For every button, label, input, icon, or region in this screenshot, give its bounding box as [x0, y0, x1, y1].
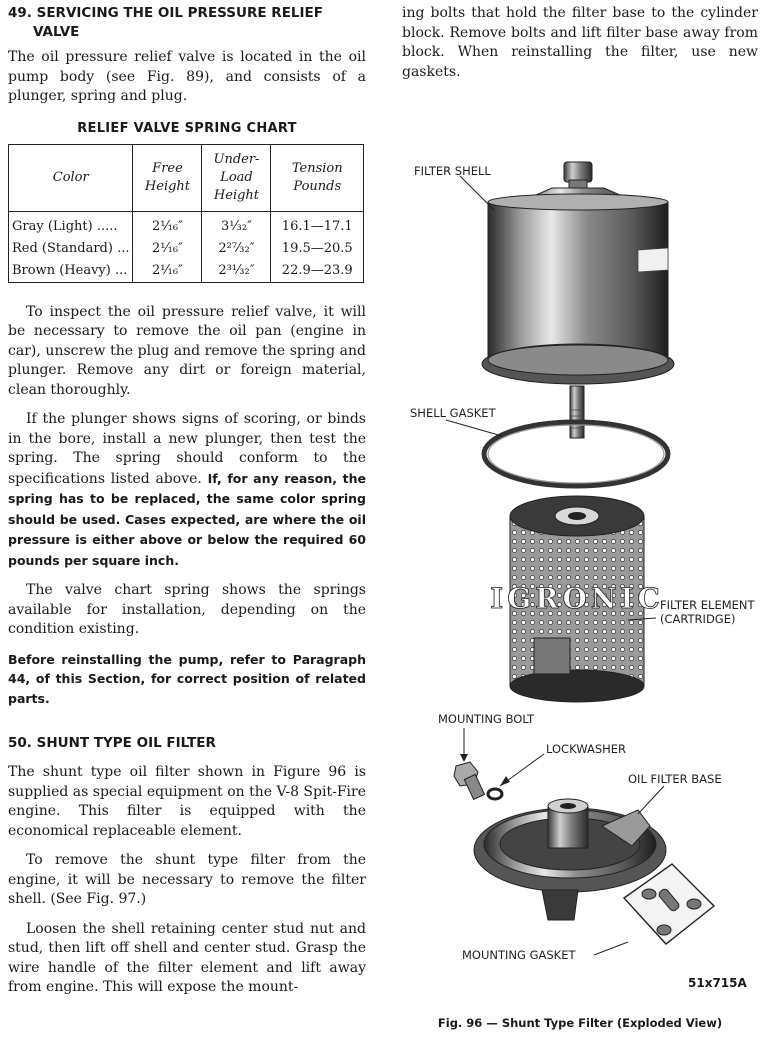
row-tension: 22.9—23.9 — [271, 260, 364, 283]
row-free-height: 2¹⁄₁₆″ — [133, 238, 202, 260]
header-under-load-height: Under-Load Height — [202, 144, 271, 211]
shunt-filter-paragraph-3-continued: ing bolts that hold the filter base to the cylinder block. Remove bolts and lift filter base away from block. When reinstalling the filter, use new gaskets. — [402, 5, 758, 80]
label-filter-element: FILTER ELEMENT — [660, 598, 755, 612]
label-lockwasher: LOCKWASHER — [546, 742, 627, 756]
row-free-height: 2¹⁄₁₆″ — [133, 260, 202, 283]
row-color: Gray (Light) ..... — [9, 211, 133, 238]
plunger-paragraph-text: If the plunger shows signs of scoring, or binds in the bore, install a new plunger, then test the spring. The spring should conform to the specifications listed above. — [8, 411, 366, 487]
right-column — [402, 4, 758, 82]
relief-valve-intro: The oil pressure relief valve is located in the oil pump body (see Fig. 89), and consists of a plunger, spring and plug. — [8, 49, 366, 104]
shunt-filter-paragraph-2: To remove the shunt type filter from the engine, it will be necessary to remove the filter shell. (See Fig. 97.) — [8, 852, 366, 907]
reinstall-note: Before reinstalling the pump, refer to Paragraph 44, of this Section, for correct position of related parts. — [8, 651, 366, 706]
table-row — [9, 260, 364, 283]
figure-caption: Fig. 96 — Shunt Type Filter (Exploded View) — [437, 1016, 723, 1030]
shunt-filter-paragraph-3: Loosen the shell retaining center stud nut and stud, then lift off shell and center stud. Grasp the wire handle of the filter element and lift away from engine. This will expose the mount- — [8, 920, 366, 995]
row-load-height: 3¹⁄₃₂″ — [202, 211, 271, 238]
label-shell-gasket: SHELL GASKET — [410, 406, 496, 420]
filter-element-part — [490, 496, 664, 702]
label-mounting-gasket: MOUNTING GASKET — [462, 948, 576, 962]
label-mounting-bolt: MOUNTING BOLT — [438, 712, 535, 726]
table-row — [9, 238, 364, 260]
table-row — [9, 211, 364, 238]
label-filter-element-cartridge: (CARTRIDGE) — [660, 612, 736, 626]
row-load-height: 2²⁷⁄₃₂″ — [202, 238, 271, 260]
label-oil-filter-base: OIL FILTER BASE — [628, 772, 722, 786]
filter-shell-part — [482, 162, 674, 384]
cartridge-lettering: IGRONIC — [490, 582, 664, 615]
center-stud-part — [570, 386, 584, 438]
section-49-heading — [8, 4, 366, 42]
table-header-row — [9, 144, 364, 211]
figure-id: 51x715A — [688, 976, 747, 990]
shunt-filter-paragraph-1: The shunt type oil filter shown in Figure 96 is supplied as special equipment on the V-8 Spit-Fire engine. This filter is equipped with the economical replaceable element. — [8, 764, 366, 839]
row-load-height: 2³¹⁄₃₂″ — [202, 260, 271, 283]
left-column — [8, 4, 366, 998]
row-color: Brown (Heavy) ... — [9, 260, 133, 283]
filter-illustration — [402, 150, 758, 1000]
row-tension: 16.1—17.1 — [271, 211, 364, 238]
lockwasher-part — [488, 754, 544, 799]
mounting-bolt-part — [454, 728, 485, 799]
section-50-heading: 50. SHUNT TYPE OIL FILTER — [8, 735, 216, 751]
row-tension: 19.5—20.5 — [271, 238, 364, 260]
section-49-heading-line2: VALVE — [33, 24, 80, 40]
exploded-filter-figure — [402, 150, 758, 1000]
plunger-paragraph-bold: If, for any reason, the spring has to be replaced, the same color spring should be used. Cases expected, are where the oil pressure is either above or below the required 60 pounds per square inch. — [8, 470, 366, 568]
label-filter-shell: FILTER SHELL — [414, 164, 491, 178]
row-color: Red (Standard) ... — [9, 238, 133, 260]
spring-chart-table — [8, 144, 364, 283]
header-color: Color — [9, 144, 133, 211]
spring-chart-title: RELIEF VALVE SPRING CHART — [77, 120, 297, 136]
header-tension-pounds: Tension Pounds — [271, 144, 364, 211]
row-free-height: 2¹⁄₁₆″ — [133, 211, 202, 238]
inspect-paragraph: To inspect the oil pressure relief valve, it will be necessary to remove the oil pan (engine in car), unscrew the plug and remove the spring and plunger. Remove any dirt or foreign material, clean thoroughly. — [8, 303, 366, 398]
chart-paragraph: The valve chart spring shows the springs available for installation, depending on the condition existing. — [8, 582, 366, 637]
header-free-height: Free Height — [133, 144, 202, 211]
plunger-paragraph — [8, 410, 366, 571]
section-49-heading-line1: 49. SERVICING THE OIL PRESSURE RELIEF — [8, 5, 323, 21]
